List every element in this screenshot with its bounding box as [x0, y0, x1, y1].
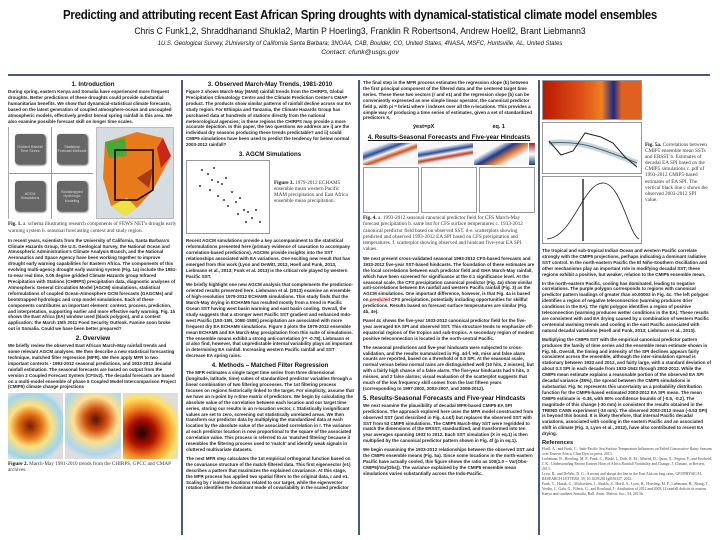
decadal-spi-timeseries: [542, 122, 642, 174]
contact-email: Contact: cfunk@usgs.gov: [321, 49, 399, 56]
header-divider: [8, 74, 710, 76]
references-heading: References: [542, 440, 574, 447]
cfs-precip-field: [363, 143, 417, 165]
figure-4-predictor-fields: [363, 143, 535, 165]
mfr-final-step-paragraph: The final step in the MFR process estimates the regression slope (b) between the first principal component of the filtered data and the centered target time series. These these two vectors (r and e1) and the regression slope (b) can be conveniently expressed as one simple linear operator, the canonical predictor field p, with pi = brie1i where i indexes over all the n-locations. This provides a simple way of producing a time series of estimates, given a set of standardized predictors X,: [363, 80, 533, 121]
results5-paragraph-1: We next examine the plausibility of decadal MFR-based CMIP5 EA SPI predictions. The approach explored here uses the MFR model constructed from observed SST (and described in Fig. 4.c&f) but replaces the observed SST with SST from 53 CMIP5 simulations. The CMIP5 March-May SST were regridded to match the dimensions of the ERSST, standardized, and transformed into ten year averages spanning 1933 to 2012. Each SST simulation (X in eq.1) is then multiplied by the canonical predictor pattern shown in Fig. 4f (p in eq.1).: [363, 402, 534, 444]
intro-paragraph-2: In recent years, scientists from the University of California, Santa Barbara's Climate Hazards Group, the U.S. Geological Survey, the National Ocean and Atmospheric Administration's Climate Analysis Branch, and the National Aeronautics and Space Agency have been working together to improve drought early warning capabilities for Eastern Africa. The components of this evolving multi-agency drought early warning system (Fig. 1a) include the 1981-to-near real time, 0.05 degree gridded Climate Hazards group Infrared Precipitation with Stations (CHIRPS) precipitation data, diagnostic analyses of Atmospheric General Circulation Model (AGCM) simulations, statistical reformulations of coupled Ocean-Atmosphere GCM forecasts (GAGCMs) and bootstrapped hydrologic and crop model simulations. Each of these components contributes an important element: context, process, prediction, and interpretation, supporting earlier and more effective early warning. Fig. 1b shows the East Africa (EA) window used (black polygon), and a context application: the March 15th 2011 Food Security Outlook. Famine soon broke out in Somalia. Could we have been better prepared?: [8, 237, 177, 332]
fews-net-schema: [8, 127, 92, 219]
column-4: [542, 80, 712, 536]
section-heading-results: 4. Results-Seasonal Forecasts and Five-year Hindcasts: [367, 134, 531, 142]
results-paragraph-1: We next present cross-validated seasonal 1993-2012 CFS-based forecasts and 1933-2012 five-year SST-based hindcasts. The foundation of these estimates are the local correlations between each predictor field and GHA March-May rainfall, which have been screened for significance at the 0.1 significance level. At the seasonal scale, the CFS precipitation canonical predictor (Fig. 4a) show similar anti-correlations between EA rainfall and western Pacific rainfall (Fig. 3) as the AGCM simulations. One important difference, however, is that Fig. 4a is based on predicted CFS precipitation, potentially including opportunities for skillful predictions. Results based on forecast surface temperatures are similar (Fig. 4b, 4e).: [363, 255, 535, 315]
column-divider: [181, 80, 183, 535]
methods-paragraph-1: The MFR estimates a single target time series from three dimensional (longitude, latitude, time) cubes of standardized predictor variables through a linear combination of two filtering processes. The 1st filtering process focuses on regions historically linked to the target. For simplicity, assume that we have an n-point by n-time matrix of predictors. We begin by calculating the absolute value of the correlation between each location and our target time series, storing our results in an n-location vector, r. Statistically insignificant values are set to zero, screening out statistically unrelated areas. We then transform our predictor data by multiplying the standardized data at each location by the absolute value of the associated correlation in r. The variance at each predictor location is now proportional to the square of the associated correlation value. This process is referred to as 'matched filtering' because it resembles the filtering process used to 'match' and identify weak signals in cluttered multivariate datasets.: [186, 370, 354, 452]
section-heading-results-5: 5. Results-Seasonal Forecasts and Five-year Hindcasts: [363, 394, 526, 402]
colorbar: [529, 143, 535, 165]
figure-3: [186, 160, 354, 234]
figure-3-caption: Figure 3. 1979-2012 ECHAM5 ensemble mean western Pacific MAM precipitation and East Africa ensemble mean precipitation.: [274, 180, 348, 205]
methods-paragraph-2: The next MFR step calculates the 1st empirical orthogonal function based on the covariance structure of the match-filtered data. This first eigenvector (e1) describes a pattern that maximizes the explained covariance. At this stage, the MFR process has applied two spatial filters to the original data, r and e1. Scaling by r isolates locations related to our target, while the eigenvector rotation identifies the dominant mode of covariability in the scaled predictor: [186, 455, 351, 491]
study-region-map: [96, 127, 174, 219]
col4-paragraph-2: In the north-eastern Pacific, cooling has dominated, leading to negative correlations. The purple polygon corresponds to regions with canonical predictor pattern loadings of greater than ±0.00003 in Fig. 4c. The left polygon identifies a region of negative teleconnection (warming produces drier conditions in the EA). The right polygon identifies a region of positive teleconnection (warming produces wetter conditions in the EA). These results are consistent with and EA drying caused by a combination of western Pacific centennial warming trends and cooling in the east Pacific associated with natural decadal variations (Hoell and Funk, 2013; Liebmann et al., 2013).: [542, 280, 709, 333]
figure-1: [8, 127, 178, 219]
figure-2-trend-maps: [8, 393, 178, 459]
schema-box: Gridded Rainfall Time Series: [15, 134, 45, 164]
agcm-paragraph-2: We briefly highlight one new AGCM analysis that complements the prediction-oriented results presented here. Liebmann et al. (2013) examine an ensemble of high-resolution 1979-2012 ECHAM5 simulations. This study finds that the March-May drying in ECHAM5 has resulted mostly from a trend in Pacific Ocean SST having west basin warming and east basin cooling. Overall, the study suggests that a stronger west Pacific SST gradient and enhanced Indo-west Pacific (15S-15N, 105E-150E) precipitation are associated with more frequent dry EA ECHAM5 simulations. Figure 3 plots the 1979-2012 ensemble mean ECHAM5 and EA March-May precipitation from this suite of simulations. The ensemble means exhibit a strong anti-correlation (r= -0.78). Liebmann et al also find, however, that unpredictable internal variability plays an important in determining EA rainfall. Increasing western Pacific rainfall and SST decrease EA spring rains.: [186, 282, 354, 359]
overview-paragraph: We briefly review the observed East African March-May rainfall trends and some relevant AGCM analyses. We then describe a new statistical forecasting technique, matched filter regression (MFR). We then apply MFR to two important contexts - 1993-2012 seasonal predictions, and 1933-2012 decadal rainfall estimation. The seasonal forecasts are based on output from the version 2 Coupled Forecast System (CFSv2). The decadal forecasts are based on a multi-model ensemble of phase 5 Coupled Model Intercomparison Project (CMIP5) climate change projections: [8, 343, 177, 390]
cmip5-correlation-map: [542, 80, 642, 120]
figure-5-caption: Fig. 5a. Correlations between CMIP5 ensemble mean SSTs and ERSST b. Estimates of decadal EA SPI based on the CMIP5 simulations c. pdf of 1993-2012 CMIP5-based estimates of EA SPI. The vertical black line c shows the observed 2003-2012 SPI value.: [645, 142, 708, 203]
trends-paragraph: Figure 2 shows March-May (MAM) rainfall trends from the CHIRPS, Global Precipitation Climatology Centre and the Climate Prediction Center's CMAP product. The products show similar patterns of rainfall decline across our EA study region. For Ethiopia and Tanzania, the Climate Hazards Group has purchased data at hundreds of stations directly from the national meteorological agencies; in these regions the CHIRPS may provide a more accurate depiction. In this paper, the two questions we address are i) are the individual dry seasons producing these trends predictable? and ii) could CMIP5 simulations have been used to predict the tendency for below normal 2003-2012 rainfall?: [186, 89, 352, 148]
figure-4-caption: Fig. 4. a. 1993-2012 seasonal canonical predictor field for CFS March-May forecast precipitation b. same but for CFS surface temperatures c. 1933-2012 canonical predictor field based on observed SST. d-e. scatterplots showing predicted and observed 1993-2012 EA SPI based on CFS precipitation and temperatures. f. scatterplot showing observed and hindcast five-year EA SPI values.: [363, 215, 523, 252]
reference-item: Hoell, A., and Funk, C.: Indo-Pacific Sea Surface Temperature Influences on Failed Consecutive Rainy Seasons over Eastern Africa, Clim Dyn, in press, 2013.: [542, 447, 712, 457]
gpcc-trend-map: [65, 393, 120, 459]
column-1: [8, 80, 178, 536]
column-divider: [538, 80, 540, 535]
section-heading-introduction: 1. Introduction: [71, 81, 115, 88]
col4-paragraph-1: The tropical and sub-tropical Indian Ocean and western Pacific correlate strongly with the CMIP5 projections, perhaps indicating a dominant radiative SST control. In the north-eastern Pacific the El Niño-Southern Oscillation and other mechanisms play an important role in modifying decadal SST; these regions exhibit a positive, but weaker, relation to the CMIP5 ensemble mean.: [542, 248, 708, 277]
reference-item: Lyon, B., and DeWitt, D. G.: A recent and abrupt decline in the East African long rains, GEOPHYSICAL RESEARCH LETTERS, 39, 10.1029/2011gl050337, 2012.: [542, 472, 702, 482]
echam5-scatterplot: [186, 160, 270, 234]
scatterplot-d: [363, 167, 419, 213]
poster-title: Predicting and attributing recent East African Spring droughts with dynamical-statistical climate model ensembles: [62, 8, 658, 22]
section-heading-trends: 3. Observed March-May Trends, 1981-2010: [207, 81, 333, 88]
scatterplot-e: [421, 167, 477, 213]
section-heading-overview: 2. Overview: [75, 335, 111, 343]
results-paragraph-2: Panel 4c shows the five-year 1933-2012 canonical predictor field for the five-year averaged EA SPI and observed SST. This structure tends to emphasize off-equatorial regions of the tropics and sub-tropics. A secondary region of modest positive teleconnection is located in the north-central Pacific.: [363, 317, 534, 341]
column-2: [186, 80, 354, 536]
results5-paragraph-2: We begin examining the 1933-2012 relationships between the observed SST and the CMIP5 ensemble means (Fig. 5a). Since some locations in the north-eastern Pacific have actually cooled, this figure shows the ratio as 100(1.0 – Var(Obs-CMIP5)/Var(Obs)). The variance explained by the CMIP5 ensemble mean simulations varies substantially across the Indo-Pacific.: [363, 447, 535, 476]
column-divider: [358, 80, 360, 535]
figure-2-caption: Figure 2. March-May 1981-2010 trends from the CHIRPS, GPCC and CMAP archives.: [8, 461, 171, 474]
chirps-trend-map: [8, 393, 63, 459]
col4-paragraph-3: Multiplying the CMIP5 SST with the empirical canonical predictor pattern produces the family of time series and the ensemble mean estimate shown in Fig. 5b. Overall, the timing and intensity of the SPI declines appears fairly consistent across the ensemble, although the inter-simulation spread is stationary between 1933 and 2012, and fairly large, with a standard deviation of about 0.3 SPI in each decade from 1933-1942 through 2003-2012. While the CMIP5 mean estimate explains a reasonable portion of the observed EA SPI decadal variance (38%), the spread between the CMIP5 simulations is substantial. Fig. 5c represents this uncertainty as a probability distribution function for the CMIP5-based estimated 2003-2012 EA SPI mean. The mean CMIP5 estimate is -0.36, with 80% confidence bounds of [-0.5, -0.2]. The magnitude of this change (-30 mm) is consistent the results obtained in the TREND CAM5 experiment (-33 mm). The observed 2003-2012 mean (-0.53 SPI) is beyond this bound. It is likely therefore, that internal Pacific decadal variations, associated with cooling in the eastern Pacific and an associated shift in climate (Fig. 3, Lyon et al., 2012), have also contributed to recent EA drying.: [542, 336, 712, 437]
equation-1: ŷest=pX eq. 1: [413, 124, 505, 131]
cfs-temp-field: [418, 143, 472, 165]
figure-4-scatterplots: [363, 167, 535, 213]
section-heading-methods: 4. Methods – Matched Filter Regression: [211, 362, 329, 370]
intro-paragraph: During spring, eastern Kenya and Somalia have experienced more frequent droughts. Better predictions of these droughts could provide substantial humanitarian benefits. We show that dynamical-statistical climate forecasts, based on the latest generation of coupled atmosphere-ocean and uncoupled atmospheric models, effectively predict boreal spring rainfall in this area. We also examine possible forecast skill on longer time scales.: [8, 89, 173, 124]
results-paragraph-3: The seasonal predictions and five-year hindcasts were subjected to cross-validation, and the results summarized in Fig. 4d-f. Hit, miss and false alarm counts are reported, based on a threshold of 0.0 SPI. At the seasonal scale, normal versus below normal rains are distinguished well (10 hits, 2 misses), but with a fairly high chance of a false alarm. The five-year hindcasts had 5 hits, 3 misses, and 2 false alarms; visual evaluation of the scatterplot suggests that much of the low frequency skill comes from the last fifteen years (corresponding to 1997-2002, 2003-2007, and 2008-2012).: [363, 344, 534, 391]
schema-box: Bootstrapped Hydrologic Modeling: [57, 181, 87, 211]
agcm-paragraph-1: Recent AGCM simulations provide a key accompaniment to the statistical reformulations presented here (primary evidence of causation to accompany correlation-based predictions). AGCMs provide insights into the SST relationships associated with EA variations. One exciting new result that has emerged from this work (Lyon and DeWitt, 2012, Hoell and Funk, 2013, Liebmann et al., 2013; Funk et al. 2013) is the critical role played by western Pacific SST.: [186, 238, 351, 279]
poster-affiliations: 1U.S. Geological Survey, 2University of California Santa Barbara; 3NOAA, CAB, Boulder, CO, United States, 4NASA, MSFC, Huntsville, AL, United States: [157, 40, 563, 47]
figure-1-caption: Fig. 1. a. schema illustrating research components of FEWS NET's drought early warning system b. seasonal forecasting context and study region.: [8, 221, 177, 234]
figure-5: [542, 80, 712, 244]
reference-item: Liebmann, B., Hoerling, M. P., Funk, C., Bladé, I., Dole, R. M., Allured, D., Quan, X., Pegion, P., and Eischeid, J. K.: Understanding Recent Eastern Horn of Africa Rainfall Variability and Change, J. Climate, in Review, 2013.: [542, 457, 712, 472]
schema-box: AGCM Simulations: [15, 181, 45, 211]
poster-authors: Chris C Funk1,2, Shraddhanand Shukla2, Martin P Hoerling3, Franklin R Robertson4, Andrew Hoell2, Brant Liebmann3: [134, 26, 586, 37]
reference-item: Funk, C., Husak, G., Michaelsen, J., Shukla, S., Hoell, A., Lyon, B., Hoerling, M. P., Liebmann, B., Zhang, T., Verdin, J., Galu, G., Eilerts, G., and Rowland, J.: Attribution of 2012 and 2003-12 rainfall deficits in eastern Kenya and southern Somalia, Bull. Amer. Meteor. Soc., 94, 2013b.: [542, 482, 710, 497]
schema-box: Statistical Forecast Methods: [57, 134, 87, 164]
poster-header: [0, 0, 720, 60]
scatterplot-f: [479, 167, 535, 213]
section-heading-agcm: 3. AGCM Simulations: [238, 151, 302, 159]
spi-pdf-plot: [542, 176, 642, 244]
cmap-trend-map: [123, 393, 178, 459]
column-3: [363, 80, 535, 536]
sst-predictor-field: [474, 143, 528, 165]
